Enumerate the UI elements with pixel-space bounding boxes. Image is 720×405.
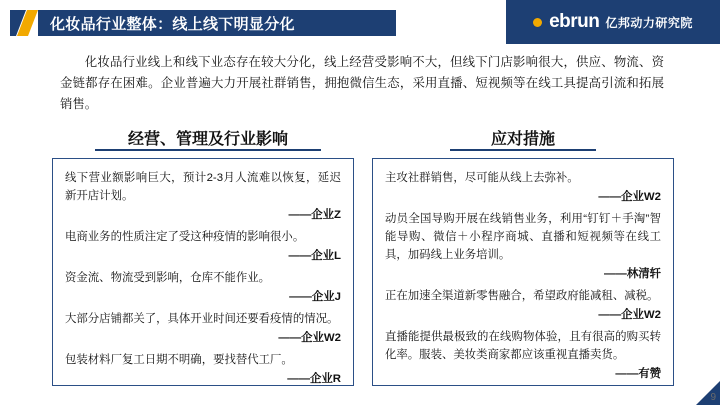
left-heading-underline bbox=[95, 149, 321, 151]
intro-paragraph: 化妆品行业线上和线下业态存在较大分化，线上经营受影响不大，但线下门店影响很大，供应、物流、资金链都存在困难。企业普遍大力开展社群销售，拥抱微信生态，采用直播、短视频等在线工具提高引流和拓展销售。 bbox=[60, 55, 664, 111]
list-item bbox=[65, 228, 341, 265]
list-item bbox=[385, 210, 661, 283]
quote-text: 资金流、物流受到影响，仓库不能作业。 bbox=[65, 272, 271, 284]
quote-text: 包装材料厂复工日期不明确，要找替代工厂。 bbox=[65, 354, 293, 366]
quote-text: 电商业务的性质注定了受这种疫情的影响很小。 bbox=[65, 231, 305, 243]
quote-text: 主攻社群销售，尽可能从线上去弥补。 bbox=[385, 172, 579, 184]
logo-main-text: ebrun bbox=[549, 11, 600, 32]
list-item bbox=[385, 328, 661, 383]
page-title: 化妆品行业整体：线上线下明显分化 bbox=[50, 16, 295, 33]
quote-attribution: ——企业R bbox=[287, 373, 341, 385]
list-item bbox=[65, 310, 341, 347]
right-heading-underline bbox=[450, 149, 596, 151]
list-item bbox=[385, 287, 661, 324]
quote-text: 线下营业额影响巨大，预计2-3月人流难以恢复，延迟新开店计划。 bbox=[65, 172, 341, 202]
list-item bbox=[65, 269, 341, 306]
page-number: 9 bbox=[710, 392, 716, 403]
list-item bbox=[65, 351, 341, 388]
logo-dot-icon bbox=[533, 18, 542, 27]
quote-attribution: ——企业Z bbox=[288, 209, 341, 221]
quote-text: 动员全国导购开展在线销售业务，利用“钉钉＋手淘”智能导购、微信＋小程序商城、直播和短视频等在线工具，加码线上业务培训。 bbox=[385, 213, 661, 261]
brand-logo bbox=[506, 0, 720, 44]
logo-sub-text: 亿邦动力研究院 bbox=[605, 15, 693, 30]
quote-attribution: ——企业L bbox=[288, 250, 341, 262]
corner-decoration bbox=[696, 381, 720, 405]
slide-header bbox=[0, 0, 720, 44]
list-item bbox=[385, 169, 661, 206]
quote-attribution: ——企业W2 bbox=[598, 191, 661, 203]
left-column-heading: 经营、管理及行业影响 bbox=[127, 131, 288, 148]
left-quote-box bbox=[52, 158, 354, 386]
quote-attribution: ——企业J bbox=[289, 291, 341, 303]
header-accent-icon bbox=[10, 8, 40, 38]
quote-attribution: ——企业W2 bbox=[278, 332, 341, 344]
list-item bbox=[65, 169, 341, 224]
quote-attribution: ——林清轩 bbox=[604, 268, 661, 280]
right-quote-box bbox=[372, 158, 674, 386]
quote-text: 大部分店铺都关了，具体开业时间还要看疫情的情况。 bbox=[65, 313, 339, 325]
quote-attribution: ——有赞 bbox=[615, 368, 661, 380]
quote-text: 直播能提供最极致的在线购物体验，且有很高的购买转化率。服装、美妆类商家都应该重视直播卖货。 bbox=[385, 331, 661, 361]
right-column-heading: 应对措施 bbox=[490, 131, 555, 148]
quote-attribution: ——企业W2 bbox=[598, 309, 661, 321]
quote-text: 正在加速全渠道新零售融合，希望政府能减租、减税。 bbox=[385, 290, 659, 302]
